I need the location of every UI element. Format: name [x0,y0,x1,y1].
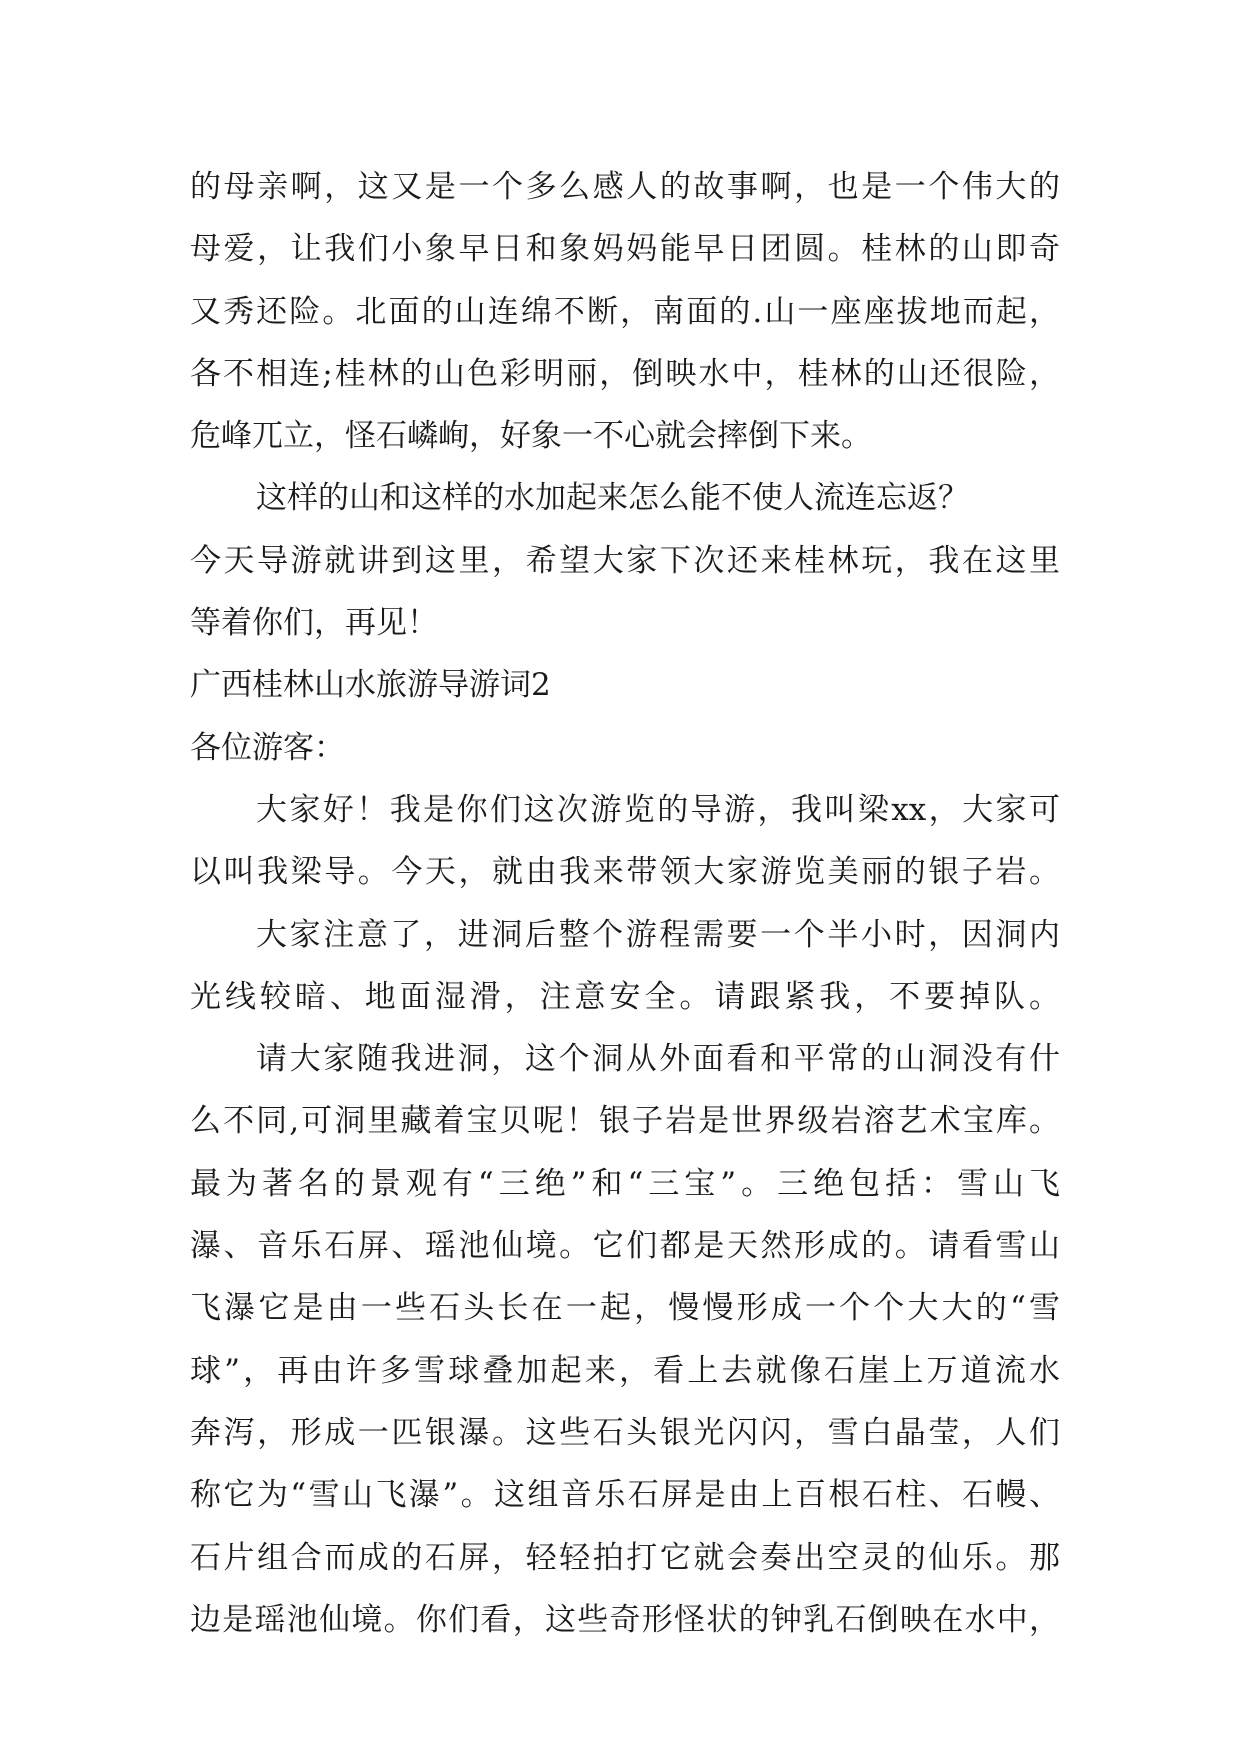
text-line: 瀑、音乐石屏、瑶池仙境。它们都是天然形成的。请看雪山 [190,1228,1060,1265]
text-line: 各不相连;桂林的山色彩明丽，倒映水中，桂林的山还很险， [190,355,1060,392]
document-body [190,156,1060,1651]
text-line: 边是瑶池仙境。你们看，这些奇形怪状的钟乳石倒映在水中， [190,1601,1060,1638]
salutation: 各位游客： [190,729,345,766]
text-line: 称它为“雪山飞瀑”。这组音乐石屏是由上百根石柱、石幔、 [190,1477,1060,1514]
text-line: 飞瀑它是由一些石头长在一起，慢慢形成一个个大大的“雪 [190,1290,1060,1327]
text-line: 么不同,可洞里藏着宝贝呢！银子岩是世界级岩溶艺术宝库。 [190,1103,1060,1140]
text-line: 的母亲啊，这又是一个多么感人的故事啊，也是一个伟大的 [190,169,1060,205]
paragraph-first-line: 大家注意了，进洞后整个游程需要一个半小时，因洞内 [256,916,1060,953]
text-line: 以叫我梁导。今天，就由我来带领大家游览美丽的银子岩。 [190,854,1060,891]
text-line: 今天导游就讲到这里，希望大家下次还来桂林玩，我在这里 [190,542,1060,579]
paragraph-first-line: 这样的山和这样的水加起来怎么能不使人流连忘返？ [256,480,969,517]
paragraph-first-line: 大家好！我是你们这次游览的导游，我叫梁xx，大家可 [256,791,1060,828]
text-line: 球”，再由许多雪球叠加起来，看上去就像石崖上万道流水 [190,1352,1060,1389]
text-line: 等着你们，再见！ [190,605,438,642]
text-line: 光线较暗、地面湿滑，注意安全。请跟紧我，不要掉队。 [190,978,1060,1015]
text-line: 母爱，让我们小象早日和象妈妈能早日团圆。桂林的山即奇 [190,231,1060,268]
section-heading: 广西桂林山水旅游导游词2 [190,667,551,704]
text-line: 最为著名的景观有“三绝”和“三宝”。三绝包括：雪山飞 [190,1165,1060,1202]
text-line: 奔泻，形成一匹银瀑。这些石头银光闪闪，雪白晶莹，人们 [190,1414,1060,1451]
paragraph-first-line: 请大家随我进洞，这个洞从外面看和平常的山洞没有什 [256,1041,1060,1078]
text-line: 又秀还险。北面的山连绵不断，南面的.山一座座拔地而起， [190,293,1060,330]
text-line: 石片组合而成的石屏，轻轻拍打它就会奏出空灵的仙乐。那 [190,1539,1060,1576]
text-line: 危峰兀立，怪石嶙峋，好象一不心就会摔倒下来。 [190,418,872,455]
